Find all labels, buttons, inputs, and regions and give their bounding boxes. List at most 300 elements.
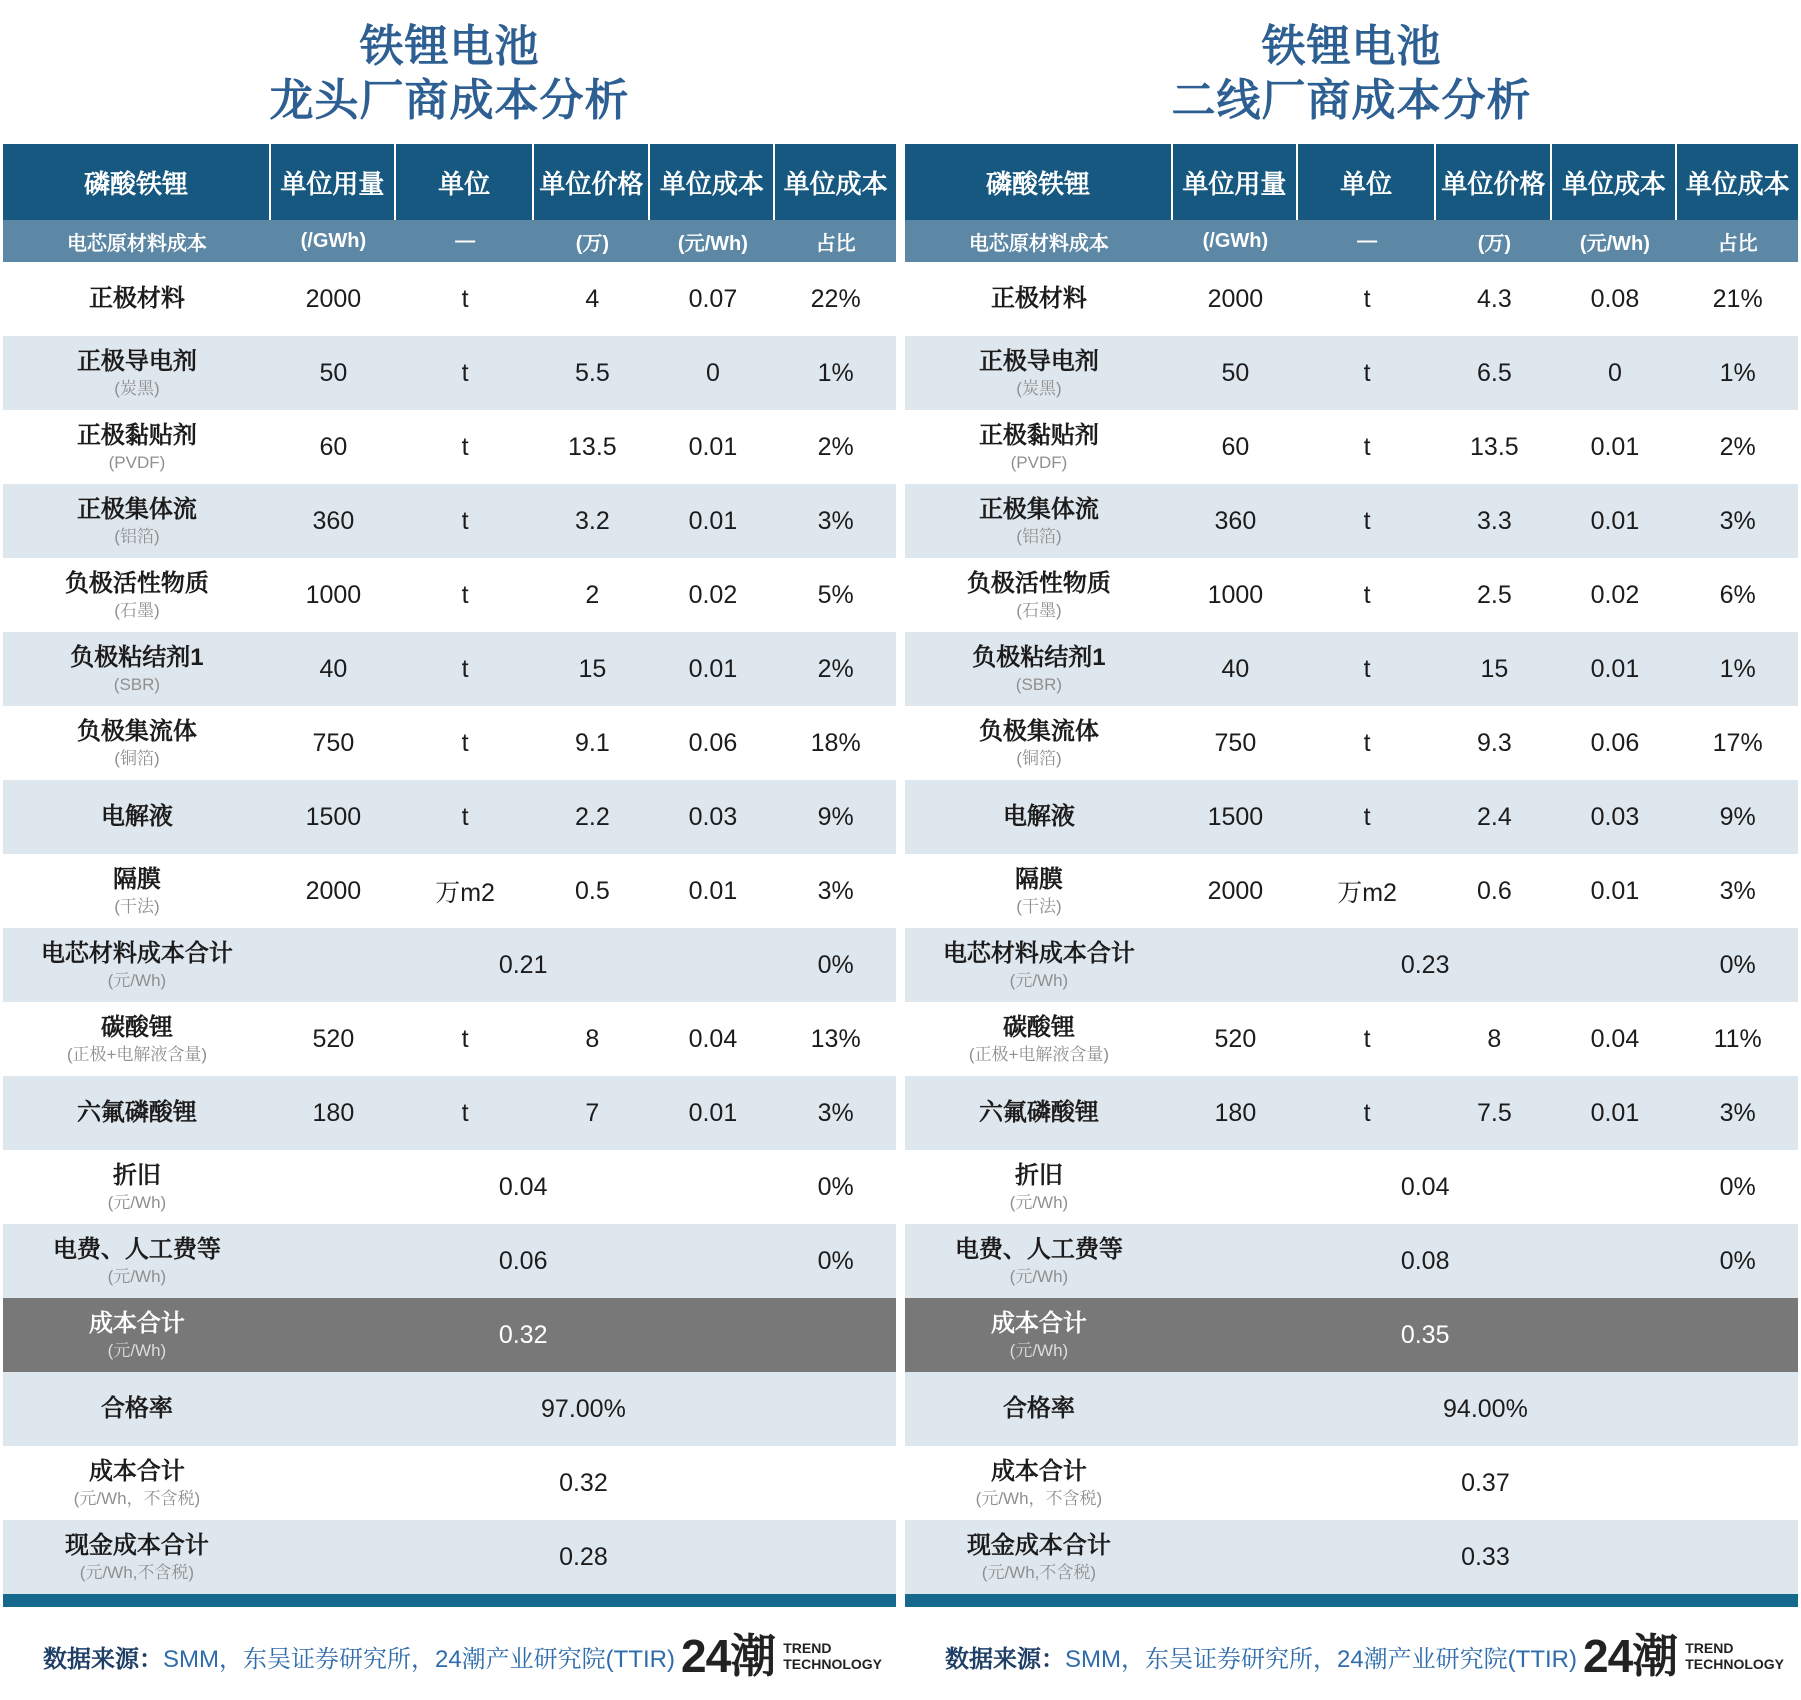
row-sublabel: (元/Wh,不含税) (79, 1562, 195, 1582)
row-value: 0.01 (688, 876, 738, 905)
row-label-cell (905, 1458, 1173, 1509)
row-value: 22% (810, 284, 861, 313)
row-value: t (1363, 728, 1371, 757)
row-label-cell (905, 940, 1173, 991)
panel-footer (905, 1607, 1798, 1682)
table-row (905, 1224, 1798, 1298)
row-label: 负极集流体 (76, 717, 197, 745)
row-value: 6% (1719, 580, 1756, 609)
table-body (905, 262, 1798, 1594)
row-sublabel: (元/Wh) (107, 1340, 167, 1360)
row-value: 0.08 (1590, 284, 1640, 313)
row-value: 15 (1480, 654, 1509, 683)
row-value: 5.5 (574, 358, 610, 387)
row-label-cell (3, 1395, 271, 1423)
data-source-text: SMM，东吴证券研究所，24潮产业研究院(TTIR) (163, 1645, 675, 1673)
subheader-unit: — (1357, 229, 1378, 252)
row-value: 4 (585, 284, 600, 313)
row-value: t (461, 432, 469, 461)
row-value: t (1363, 284, 1371, 313)
row-label: 碳酸锂 (1002, 1013, 1075, 1041)
header-unit-cost-share: 单位成本 (783, 168, 888, 199)
row-value: t (461, 1098, 469, 1127)
subheader-share: 占比 (1717, 232, 1758, 255)
table-header-row (905, 144, 1798, 220)
row-value: 1% (817, 358, 854, 387)
row-value: 7.5 (1476, 1098, 1512, 1127)
row-label-cell (905, 1532, 1173, 1583)
subheader-unit-cost: (元/Wh) (1579, 232, 1650, 255)
row-sublabel: (元/Wh) (1009, 970, 1069, 990)
row-value: 3.2 (574, 506, 610, 535)
table-row (3, 780, 896, 854)
row-label-cell (905, 570, 1173, 621)
row-share-value: 0% (1719, 1246, 1756, 1275)
row-label-cell (3, 718, 271, 769)
row-label: 隔膜 (1014, 865, 1063, 893)
row-sublabel: (石墨) (1016, 600, 1062, 620)
row-label-cell (905, 422, 1173, 473)
row-sublabel: (元/Wh) (1009, 1266, 1069, 1286)
row-value: 9% (1719, 802, 1756, 831)
row-label-cell (905, 285, 1173, 313)
row-value: 520 (1214, 1024, 1257, 1053)
row-sublabel: (干法) (1016, 896, 1062, 916)
panel-leading-makers (3, 0, 896, 1682)
logo-mark: 24潮 (681, 1630, 776, 1682)
title-line-1: 铁锂电池 (359, 22, 540, 71)
row-label: 正极黏贴剂 (978, 421, 1099, 449)
row-label-cell (3, 866, 271, 917)
row-value: 0.07 (688, 284, 738, 313)
table-row (3, 410, 896, 484)
row-sublabel: (元/Wh,不含税) (981, 1562, 1097, 1582)
row-sublabel: (正极+电解液含量) (66, 1044, 208, 1064)
row-sublabel: (元/Wh) (107, 970, 167, 990)
subheader-material: 电芯原材料成本 (66, 232, 207, 255)
row-label-cell (3, 1458, 271, 1509)
row-value: t (1363, 358, 1371, 387)
row-value: 0.01 (688, 506, 738, 535)
table-row (905, 1298, 1798, 1372)
table-row (905, 336, 1798, 410)
row-sublabel: (PVDF) (108, 452, 166, 472)
row-value: t (1363, 654, 1371, 683)
row-label: 电芯材料成本合计 (942, 939, 1135, 967)
row-label: 合格率 (100, 1395, 173, 1422)
logo-tagline-line1: TREND (783, 1640, 832, 1656)
row-label: 成本合计 (990, 1457, 1087, 1485)
title-line-2: 二线厂商成本分析 (1171, 76, 1532, 125)
data-source (945, 1639, 1577, 1674)
row-value: 0.01 (688, 1098, 738, 1127)
row-label-cell (3, 1099, 271, 1127)
row-value: t (1363, 580, 1371, 609)
row-value: t (1363, 1024, 1371, 1053)
row-value: 180 (312, 1098, 355, 1127)
row-sublabel: (铜箔) (114, 748, 160, 768)
table-row (3, 1224, 896, 1298)
table-row (3, 706, 896, 780)
header-unit-usage: 单位用量 (271, 144, 396, 220)
row-value: 0.06 (688, 728, 738, 757)
subheader-unit-usage: (/GWh) (1202, 229, 1269, 252)
row-label: 正极集体流 (978, 495, 1099, 523)
row-label-cell (905, 866, 1173, 917)
row-label-cell (3, 348, 271, 399)
row-sublabel: (炭黑) (1016, 378, 1062, 398)
row-label: 正极集体流 (76, 495, 197, 523)
row-label: 负极粘结剂1 (972, 643, 1106, 671)
title-line-1: 铁锂电池 (1261, 22, 1442, 71)
row-value: 40 (1221, 654, 1250, 683)
row-label: 电解液 (100, 803, 173, 830)
table-row (3, 336, 896, 410)
row-value: 0.01 (688, 432, 738, 461)
row-value: 3.3 (1476, 506, 1512, 535)
row-label-cell (905, 1236, 1173, 1287)
row-sublabel: (铝箔) (114, 526, 160, 546)
row-label-cell (905, 803, 1173, 831)
row-label-cell (3, 570, 271, 621)
table-row (3, 484, 896, 558)
row-label-cell (905, 1395, 1173, 1423)
row-value: t (461, 1024, 469, 1053)
row-label-cell (3, 1014, 271, 1065)
table-row (905, 1076, 1798, 1150)
table-row (905, 780, 1798, 854)
table-body (3, 262, 896, 1594)
row-merged-value: 0.21 (498, 950, 548, 979)
logo-tagline-line2: TECHNOLOGY (1685, 1656, 1784, 1672)
brand-logo (1583, 1630, 1784, 1682)
divider-bar (905, 1594, 1798, 1607)
row-value: t (461, 506, 469, 535)
row-value: 9.1 (574, 728, 610, 757)
row-label-cell (3, 940, 271, 991)
table-row (905, 854, 1798, 928)
row-label-cell (905, 644, 1173, 695)
row-value: 0.01 (1590, 654, 1640, 683)
row-value: 13.5 (1470, 432, 1519, 461)
row-sublabel: (干法) (114, 896, 160, 916)
panel-second-tier-makers (905, 0, 1798, 1682)
header-material: 磷酸铁锂 (3, 144, 271, 220)
row-value: 2% (817, 432, 854, 461)
table-subheader-row (3, 220, 896, 262)
table-row (905, 1520, 1798, 1594)
row-sublabel: (元/Wh，不含税) (73, 1488, 201, 1508)
logo-mark: 24潮 (1583, 1630, 1678, 1682)
table-row (3, 632, 896, 706)
table-row (3, 1372, 896, 1446)
table-row (905, 706, 1798, 780)
row-value: 0.01 (1590, 432, 1640, 461)
table-row (3, 1298, 896, 1372)
row-label-cell (3, 285, 271, 313)
row-value: t (461, 728, 469, 757)
table-row (3, 1076, 896, 1150)
row-value: 60 (319, 432, 348, 461)
row-label-cell (905, 1162, 1173, 1213)
row-label: 碳酸锂 (100, 1013, 173, 1041)
row-value: 15 (578, 654, 607, 683)
data-source-text: SMM，东吴证券研究所，24潮产业研究院(TTIR) (1065, 1645, 1577, 1673)
row-value: 17% (1712, 728, 1763, 757)
row-value: 520 (312, 1024, 355, 1053)
row-value: 750 (1214, 728, 1257, 757)
row-label-cell (905, 1014, 1173, 1065)
row-sublabel: (正极+电解液含量) (968, 1044, 1110, 1064)
row-label: 正极导电剂 (978, 347, 1099, 375)
header-unit-cost: 单位成本 (1552, 144, 1677, 220)
row-label: 六氟磷酸锂 (76, 1099, 197, 1126)
row-sublabel: (PVDF) (1010, 452, 1068, 472)
row-value: t (461, 802, 469, 831)
header-unit-cost-share: 单位成本 (1685, 168, 1790, 199)
table-row (3, 1150, 896, 1224)
row-value: 0.02 (688, 580, 738, 609)
row-value: 50 (319, 358, 348, 387)
row-value: 0.01 (688, 654, 738, 683)
row-value: 2% (1719, 432, 1756, 461)
row-value: 1500 (305, 802, 362, 831)
row-sublabel: (元/Wh) (107, 1192, 167, 1212)
row-value: 1000 (1207, 580, 1264, 609)
row-value: 3% (817, 506, 854, 535)
row-value: 750 (312, 728, 355, 757)
row-value: 0.5 (574, 876, 610, 905)
subheader-share: 占比 (815, 232, 856, 255)
row-label: 电解液 (1002, 803, 1075, 830)
row-label: 电费、人工费等 (52, 1235, 221, 1263)
row-label: 负极活性物质 (966, 569, 1111, 597)
row-label: 折旧 (1014, 1161, 1063, 1189)
subheader-unit-usage: (/GWh) (300, 229, 367, 252)
row-value: 9.3 (1476, 728, 1512, 757)
row-value: 0.6 (1476, 876, 1512, 905)
header-unit-usage: 单位用量 (1173, 144, 1298, 220)
row-value: t (1363, 506, 1371, 535)
row-value: 0 (705, 358, 720, 387)
table-header-row (3, 144, 896, 220)
row-value: 0.06 (1590, 728, 1640, 757)
row-value: 360 (312, 506, 355, 535)
table-subheader-row (905, 220, 1798, 262)
row-value: 13.5 (568, 432, 617, 461)
row-value: 2000 (1207, 876, 1264, 905)
table-row (905, 1446, 1798, 1520)
row-value: 0.04 (1590, 1024, 1640, 1053)
row-label: 成本合计 (990, 1309, 1087, 1337)
row-share-value: 0% (1719, 950, 1756, 979)
header-unit: 单位 (396, 144, 534, 220)
row-label-cell (905, 496, 1173, 547)
row-label-cell (3, 644, 271, 695)
row-value: 1% (1719, 654, 1756, 683)
data-source (43, 1639, 675, 1674)
table-row (3, 1446, 896, 1520)
table-row (3, 262, 896, 336)
row-wide-value: 0.37 (1461, 1468, 1510, 1497)
row-value: 0.02 (1590, 580, 1640, 609)
row-label: 正极材料 (990, 285, 1087, 312)
panel-footer (3, 1607, 896, 1682)
logo-tagline-line1: TREND (1685, 1640, 1734, 1656)
row-value: 2% (817, 654, 854, 683)
row-value: 360 (1214, 506, 1257, 535)
row-label-cell (905, 1310, 1173, 1361)
row-value: 8 (585, 1024, 600, 1053)
row-value: 6.5 (1476, 358, 1512, 387)
header-unit: 单位 (1298, 144, 1436, 220)
row-merged-value: 0.35 (1400, 1320, 1450, 1349)
row-label: 电芯材料成本合计 (40, 939, 233, 967)
table-row (905, 410, 1798, 484)
row-value: t (461, 654, 469, 683)
row-value: 万m2 (435, 879, 495, 907)
row-value: 2.5 (1476, 580, 1512, 609)
row-value: 7 (585, 1098, 600, 1127)
row-sublabel: (元/Wh) (1009, 1340, 1069, 1360)
table-row (905, 1372, 1798, 1446)
row-sublabel: (元/Wh) (107, 1266, 167, 1286)
row-label: 现金成本合计 (64, 1531, 209, 1559)
brand-logo (681, 1630, 882, 1682)
row-value: 0 (1607, 358, 1622, 387)
row-label: 六氟磷酸锂 (978, 1099, 1099, 1126)
row-label-cell (3, 1236, 271, 1287)
row-value: 13% (810, 1024, 861, 1053)
row-label-cell (3, 422, 271, 473)
row-value: 3% (1719, 876, 1756, 905)
table-row (905, 484, 1798, 558)
row-value: 1% (1719, 358, 1756, 387)
title-line-2: 龙头厂商成本分析 (269, 76, 630, 125)
row-label-cell (3, 1310, 271, 1361)
row-value: t (461, 580, 469, 609)
table-row (905, 262, 1798, 336)
row-sublabel: (SBR) (1015, 674, 1063, 694)
row-value: 3% (817, 876, 854, 905)
row-label-cell (3, 1532, 271, 1583)
header-unit-price: 单位价格 (534, 144, 650, 220)
data-source-label: 数据来源： (43, 1645, 163, 1673)
row-merged-value: 0.04 (498, 1172, 548, 1201)
row-value: 0.03 (688, 802, 738, 831)
row-value: 60 (1221, 432, 1250, 461)
row-label: 现金成本合计 (966, 1531, 1111, 1559)
row-label: 负极活性物质 (64, 569, 209, 597)
row-merged-value: 0.06 (498, 1246, 548, 1275)
row-value: 0.04 (688, 1024, 738, 1053)
row-label: 电费、人工费等 (954, 1235, 1123, 1263)
divider-bar (3, 1594, 896, 1607)
row-sublabel: (元/Wh，不含税) (975, 1488, 1103, 1508)
row-label: 合格率 (1002, 1395, 1075, 1422)
row-label: 成本合计 (88, 1457, 185, 1485)
row-value: 0.01 (1590, 876, 1640, 905)
table-row (905, 1150, 1798, 1224)
row-value: 2000 (305, 876, 362, 905)
row-value: 180 (1214, 1098, 1257, 1127)
logo-tagline (783, 1640, 882, 1672)
row-sublabel: (炭黑) (114, 378, 160, 398)
row-value: t (1363, 1098, 1371, 1127)
header-unit-cost: 单位成本 (650, 144, 775, 220)
logo-tagline (1685, 1640, 1784, 1672)
row-sublabel: (铜箔) (1016, 748, 1062, 768)
table-row (3, 854, 896, 928)
row-wide-value: 97.00% (541, 1394, 626, 1423)
row-wide-value: 94.00% (1443, 1394, 1528, 1423)
row-sublabel: (铝箔) (1016, 526, 1062, 546)
table-row (905, 1002, 1798, 1076)
header-unit-price: 单位价格 (1436, 144, 1552, 220)
row-label: 负极集流体 (978, 717, 1099, 745)
row-value: 3% (1719, 506, 1756, 535)
row-share-value: 0% (1719, 1172, 1756, 1201)
row-value: 1500 (1207, 802, 1264, 831)
row-value: t (461, 284, 469, 313)
row-value: 11% (1713, 1024, 1762, 1053)
row-value: 3% (1719, 1098, 1756, 1127)
row-sublabel: (石墨) (114, 600, 160, 620)
row-value: 40 (319, 654, 348, 683)
subheader-unit: — (455, 229, 476, 252)
row-value: 2000 (1207, 284, 1264, 313)
row-value: 8 (1487, 1024, 1502, 1053)
panel-title (3, 0, 896, 128)
row-merged-value: 0.32 (498, 1320, 548, 1349)
row-sublabel: (SBR) (113, 674, 161, 694)
row-value: t (461, 358, 469, 387)
row-label: 正极材料 (88, 285, 185, 312)
row-share-value: 0% (817, 1172, 854, 1201)
row-value: 4.3 (1476, 284, 1512, 313)
row-merged-value: 0.08 (1400, 1246, 1450, 1275)
subheader-material: 电芯原材料成本 (968, 232, 1109, 255)
row-merged-value: 0.04 (1400, 1172, 1450, 1201)
table-row (3, 1002, 896, 1076)
row-label: 折旧 (112, 1161, 161, 1189)
row-value: t (1363, 432, 1371, 461)
row-value: 0.01 (1590, 1098, 1640, 1127)
row-label-cell (3, 496, 271, 547)
subheader-unit-cost: (元/Wh) (677, 232, 748, 255)
row-value: 50 (1221, 358, 1250, 387)
subheader-unit-price: (万) (575, 232, 610, 255)
table-row (905, 632, 1798, 706)
row-wide-value: 0.33 (1461, 1542, 1510, 1571)
row-value: 0.01 (1590, 506, 1640, 535)
logo-tagline-line2: TECHNOLOGY (783, 1656, 882, 1672)
row-value: 2000 (305, 284, 362, 313)
row-wide-value: 0.32 (559, 1468, 608, 1497)
row-share-value: 0% (817, 1246, 854, 1275)
table-row (3, 1520, 896, 1594)
row-label-cell (3, 1162, 271, 1213)
subheader-unit-price: (万) (1477, 232, 1512, 255)
row-value: 0.03 (1590, 802, 1640, 831)
row-merged-value: 0.23 (1400, 950, 1450, 979)
row-sublabel: (元/Wh) (1009, 1192, 1069, 1212)
row-value: t (1363, 802, 1371, 831)
row-value: 9% (817, 802, 854, 831)
panel-title (905, 0, 1798, 128)
row-label: 负极粘结剂1 (70, 643, 204, 671)
row-label: 成本合计 (88, 1309, 185, 1337)
